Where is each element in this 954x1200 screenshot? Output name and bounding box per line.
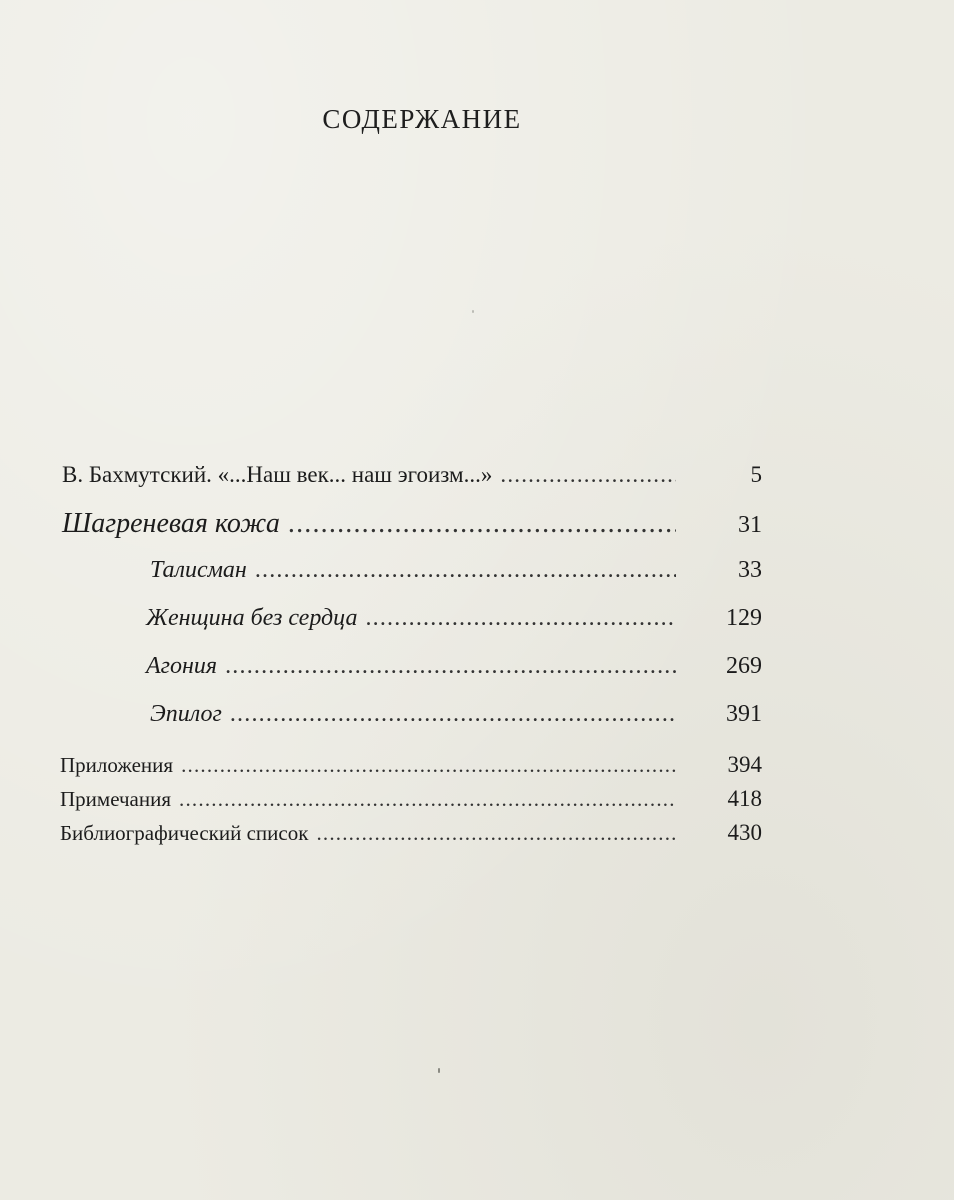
toc-entry-part-1 [150,557,762,584]
toc-entry-page: 269 [726,653,762,679]
toc-entry-title: Женщина без сердца [146,605,358,631]
toc-entry-title: Агония [146,653,218,679]
toc-dot-leader [365,605,676,632]
toc-entry-title: В. Бахмутский. «...Наш век... наш эгоизм...» [62,462,493,487]
toc-entry-page: 129 [726,605,762,631]
toc-entry-part-2 [146,605,762,632]
toc-entry-page: 31 [738,512,762,538]
toc-entry-notes [60,786,762,812]
toc-dot-leader [316,821,676,846]
paper-speck [472,310,474,313]
toc-dot-leader [225,653,676,680]
toc-entry-introduction [62,462,762,488]
toc-entry-page: 33 [738,557,762,583]
toc-dot-leader [255,557,676,584]
toc-entry-page: 430 [727,820,762,845]
toc-entry-appendices [60,752,762,778]
toc-entry-title: Приложения [60,753,174,777]
toc-entry-novel [62,508,762,540]
toc-dot-leader [288,508,676,540]
toc-entry-title: Примечания [60,787,172,811]
toc-entry-title: Шагреневая кожа [62,508,280,539]
toc-entry-page: 5 [750,462,762,487]
toc-dot-leader [181,753,676,778]
toc-entry-title: Эпилог [150,701,222,727]
toc-dot-leader [230,701,676,728]
toc-entry-bibliography [60,820,762,846]
toc-entry-title: Библиографический список [60,821,309,845]
page-title: СОДЕРЖАНИЕ [322,104,522,134]
toc-entry-epilogue [150,701,762,728]
toc-dot-leader [179,787,676,812]
paper-speck [438,1068,440,1073]
toc-entry-page: 418 [727,786,762,811]
toc-entry-part-3 [146,653,762,680]
toc-entry-page: 391 [726,701,762,727]
toc-entry-page: 394 [727,752,762,777]
toc-entry-title: Талисман [150,557,247,583]
toc-dot-leader [500,462,676,488]
